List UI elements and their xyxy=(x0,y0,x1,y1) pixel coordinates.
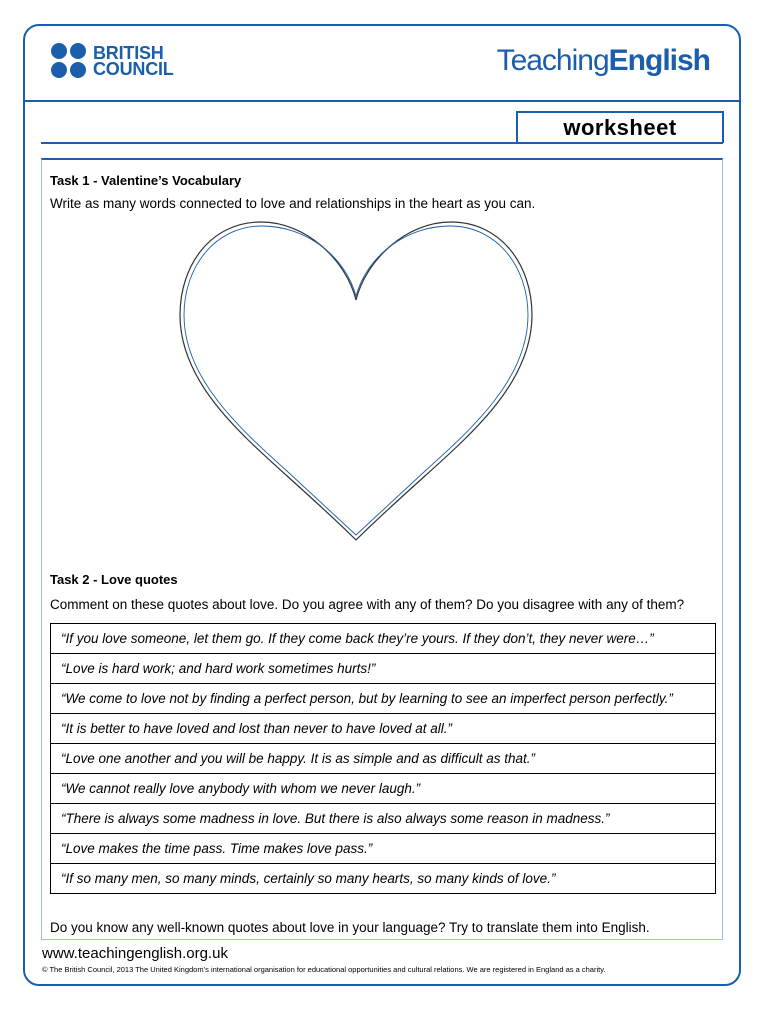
footer-url[interactable]: www.teachingenglish.org.uk xyxy=(42,945,228,962)
british-council-wordmark: BRITISH COUNCIL xyxy=(93,43,174,79)
quote-cell: “Love is hard work; and hard work sometimes hurts!” xyxy=(51,654,716,684)
table-row xyxy=(51,744,716,774)
quote-cell: “If so many men, so many minds, certainly so many hearts, so many kinds of love.” xyxy=(51,864,716,894)
british-council-dots-icon xyxy=(51,43,87,79)
task2-closing: Do you know any well-known quotes about love in your language? Try to translate them into English. xyxy=(50,920,650,935)
quote-cell: “If you love someone, let them go. If they come back they’re yours. If they don’t, they never were…” xyxy=(51,624,716,654)
quotes-table xyxy=(50,623,716,894)
table-row xyxy=(51,834,716,864)
table-row xyxy=(51,624,716,654)
quote-cell: “Love makes the time pass. Time makes love pass.” xyxy=(51,834,716,864)
task2-title: Task 2 - Love quotes xyxy=(50,572,178,587)
quote-cell: “We cannot really love anybody with whom we never laugh.” xyxy=(51,774,716,804)
quote-cell: “It is better to have loved and lost than never to have loved at all.” xyxy=(51,714,716,744)
quote-cell: “We come to love not by finding a perfect person, but by learning to see an imperfect person perfectly.” xyxy=(51,684,716,714)
quote-cell: “Love one another and you will be happy. It is as simple and as difficult as that.” xyxy=(51,744,716,774)
table-row xyxy=(51,774,716,804)
header-divider xyxy=(23,100,741,102)
footer-copyright: © The British Council, 2013 The United Kingdom’s international organisation for educational opportunities and cultural relations. We are registered in England as a charity. xyxy=(42,965,606,974)
worksheet-label: worksheet xyxy=(516,111,724,143)
task2-instruction: Comment on these quotes about love. Do you agree with any of them? Do you disagree with any of them? xyxy=(50,597,685,612)
british-council-logo xyxy=(51,43,174,79)
table-row xyxy=(51,804,716,834)
task1-instruction: Write as many words connected to love and relationships in the heart as you can. xyxy=(50,196,536,211)
table-row xyxy=(51,654,716,684)
task1-title: Task 1 - Valentine’s Vocabulary xyxy=(50,173,242,188)
teaching-english-logo: TeachingEnglish xyxy=(496,44,710,77)
heart-writing-area[interactable] xyxy=(176,220,536,545)
table-row xyxy=(51,714,716,744)
quote-cell: “There is always some madness in love. But there is also always some reason in madness.” xyxy=(51,804,716,834)
table-row xyxy=(51,684,716,714)
table-row xyxy=(51,864,716,894)
